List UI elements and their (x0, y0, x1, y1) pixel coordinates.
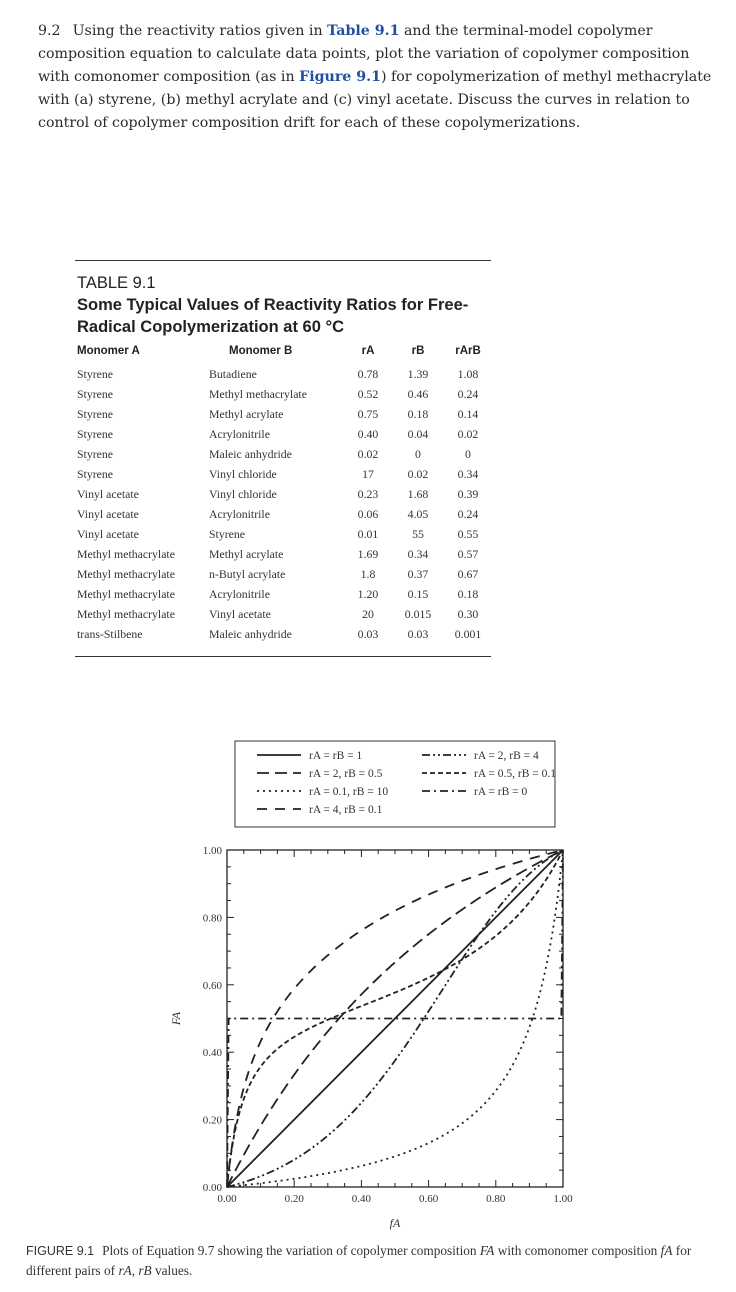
cell-ra: 17 (362, 466, 374, 481)
cell-rb: 0 (415, 446, 421, 461)
legend-label: rA = 2, rB = 0.5 (309, 768, 383, 780)
table-row (75, 624, 493, 644)
legend-label: rA = 0.5, rB = 0.1 (474, 768, 556, 780)
x-tick-label: 0.20 (284, 1193, 304, 1205)
x-tick-label: 0.00 (217, 1193, 237, 1205)
cell-monomer-b: Acrylonitrile (209, 426, 270, 441)
x-tick-label: 0.60 (418, 1193, 439, 1205)
cell-rarb: 0.34 (457, 466, 479, 481)
table-row (75, 364, 493, 384)
cell-rarb: 0.30 (457, 606, 479, 621)
cell-ra: 0.03 (357, 626, 379, 641)
cell-ra: 0.23 (357, 486, 379, 501)
cell-rb: 55 (412, 526, 424, 541)
table-top-rule (75, 260, 491, 261)
y-tick-label: 0.00 (202, 1182, 222, 1194)
cell-monomer-b: Vinyl chloride (209, 466, 277, 481)
cell-monomer-b: Vinyl chloride (209, 486, 277, 501)
y-tick-label: 0.40 (202, 1047, 222, 1060)
cell-monomer-b: Maleic anhydride (209, 626, 292, 641)
cell-ra: 0.40 (357, 426, 379, 441)
cell-monomer-a: trans-Stilbene (77, 626, 143, 641)
legend-label: rA = rB = 1 (309, 750, 363, 762)
table-row (75, 404, 493, 424)
caption-text-2: with comonomer composition (494, 1243, 661, 1258)
table-header-row (75, 343, 493, 364)
cell-rb: 0.34 (407, 546, 429, 561)
table-row (75, 444, 493, 464)
cell-monomer-b: Styrene (209, 526, 246, 541)
table-title-block (77, 272, 497, 338)
table-bottom-rule (75, 656, 491, 657)
cell-rb: 4.05 (407, 506, 429, 521)
y-tick-label: 1.00 (202, 845, 222, 857)
question-number: 9.2 (38, 23, 61, 39)
cell-monomer-a: Styrene (77, 466, 114, 481)
question-paragraph (38, 20, 723, 135)
cell-monomer-b: Maleic anhydride (209, 446, 292, 461)
copolymer-composition-chart (150, 735, 590, 1235)
cell-monomer-b: Butadiene (209, 366, 257, 381)
cell-monomer-a: Methyl methacrylate (77, 606, 175, 621)
table-row (75, 464, 493, 484)
cell-rb: 0.18 (407, 406, 429, 421)
cell-rb: 0.04 (407, 426, 429, 441)
cell-monomer-b: Vinyl acetate (209, 606, 271, 621)
cell-rb: 0.46 (407, 386, 429, 401)
cell-monomer-b: Methyl acrylate (209, 546, 284, 561)
legend-label: rA = 4, rB = 0.1 (309, 804, 383, 816)
col-header-rb: rB (411, 345, 425, 357)
col-header-monomer-a: Monomer A (77, 345, 140, 357)
caption-var-FA: FA (479, 1243, 495, 1258)
table-title: Some Typical Values of Reactivity Ratios for Free-Radical Copolymerization at 60 °C (77, 296, 469, 336)
legend-label: rA = rB = 0 (474, 786, 528, 798)
legend-label: rA = 0.1, rB = 10 (309, 786, 389, 798)
cell-ra: 0.78 (357, 366, 379, 381)
caption-label: FIGURE 9.1 (26, 1244, 95, 1258)
cell-rb: 0.15 (407, 586, 429, 601)
caption-text-1: Plots of Equation 9.7 showing the variation of copolymer composition (102, 1243, 480, 1258)
cell-rb: 0.37 (407, 566, 429, 581)
cell-monomer-a: Vinyl acetate (77, 486, 139, 501)
cell-monomer-a: Methyl methacrylate (77, 586, 175, 601)
x-tick-label: 0.40 (351, 1193, 372, 1205)
cell-monomer-b: n-Butyl acrylate (209, 566, 286, 581)
table-row (75, 424, 493, 444)
cell-rarb: 0.14 (457, 406, 479, 421)
cell-ra: 1.8 (360, 566, 376, 581)
cell-rb: 0.03 (407, 626, 429, 641)
y-tick-label: 0.80 (202, 912, 222, 925)
table-row (75, 384, 493, 404)
cell-ra: 0.01 (357, 526, 379, 541)
cell-rarb: 0.55 (457, 526, 479, 541)
caption-var-fA: fA (660, 1243, 673, 1258)
table-row (75, 584, 493, 604)
cell-ra: 0.06 (357, 506, 379, 521)
y-tick-label: 0.60 (202, 979, 222, 992)
cell-monomer-a: Styrene (77, 366, 114, 381)
figure-9-1 (150, 735, 590, 1235)
cell-monomer-b: Methyl methacrylate (209, 386, 307, 401)
cell-monomer-b: Acrylonitrile (209, 506, 270, 521)
cell-rarb: 0.001 (454, 626, 482, 641)
y-axis-label: FA (169, 1011, 183, 1026)
cell-rb: 1.39 (407, 366, 429, 381)
cell-rarb: 0.24 (457, 506, 479, 521)
cell-ra: 1.20 (357, 586, 379, 601)
cell-rarb: 0.18 (457, 586, 479, 601)
cell-monomer-a: Vinyl acetate (77, 506, 139, 521)
cell-rarb: 0.67 (457, 566, 479, 581)
figure-caption (26, 1241, 726, 1280)
col-header-ra: rA (361, 345, 375, 357)
cell-rb: 1.68 (407, 486, 429, 501)
table-row (75, 604, 493, 624)
cell-rarb: 1.08 (457, 366, 479, 381)
table-row (75, 504, 493, 524)
cell-ra: 0.75 (357, 406, 379, 421)
caption-var-r: rA, rB (118, 1263, 152, 1278)
y-tick-label: 0.20 (202, 1114, 222, 1127)
reactivity-ratio-table (75, 343, 493, 644)
cell-rarb: 0 (465, 446, 471, 461)
legend-label: rA = 2, rB = 4 (474, 750, 539, 762)
cell-monomer-b: Methyl acrylate (209, 406, 284, 421)
table-row (75, 544, 493, 564)
question-text-1: Using the reactivity ratios given in (72, 23, 328, 39)
cell-rarb: 0.02 (457, 426, 479, 441)
col-header-rarb: rArB (455, 345, 481, 357)
x-tick-label: 1.00 (553, 1193, 573, 1205)
cell-monomer-a: Styrene (77, 426, 114, 441)
cell-monomer-a: Vinyl acetate (77, 526, 139, 541)
cell-rarb: 0.39 (457, 486, 479, 501)
figure-ref-link[interactable]: Figure 9.1 (299, 69, 381, 85)
question-text-2: and the terminal-model copolymer composition equation to calculate data points, plot the variation of copolymer composition with comonomer composition (as in (38, 23, 690, 85)
table-row (75, 484, 493, 504)
cell-monomer-b: Acrylonitrile (209, 586, 270, 601)
cell-rb: 0.02 (407, 466, 429, 481)
cell-rarb: 0.57 (457, 546, 479, 561)
table-row (75, 564, 493, 584)
col-header-monomer-b: Monomer B (229, 345, 293, 357)
table-ref-link[interactable]: Table 9.1 (327, 23, 400, 39)
cell-rarb: 0.24 (457, 386, 479, 401)
cell-ra: 20 (362, 606, 374, 621)
cell-monomer-a: Styrene (77, 446, 114, 461)
cell-ra: 0.52 (357, 386, 379, 401)
table-label: TABLE 9.1 (77, 274, 156, 292)
caption-text-4: values. (151, 1263, 193, 1278)
table-row (75, 524, 493, 544)
cell-monomer-a: Styrene (77, 386, 114, 401)
cell-ra: 0.02 (357, 446, 379, 461)
x-tick-label: 0.80 (486, 1193, 506, 1205)
cell-ra: 1.69 (357, 546, 379, 561)
cell-monomer-a: Styrene (77, 406, 114, 421)
cell-rb: 0.015 (404, 606, 432, 621)
caption-text-3: for different pairs of (26, 1243, 692, 1278)
x-axis-label: fA (389, 1216, 401, 1230)
question-text-3: ) for copolymerization of methyl methacrylate with (a) styrene, (b) methyl acrylate and (c) vinyl acetate. Discuss the curves in relation to control of copolymer composition drift for each of these copolymerizations. (38, 69, 712, 131)
cell-monomer-a: Methyl methacrylate (77, 566, 175, 581)
cell-monomer-a: Methyl methacrylate (77, 546, 175, 561)
